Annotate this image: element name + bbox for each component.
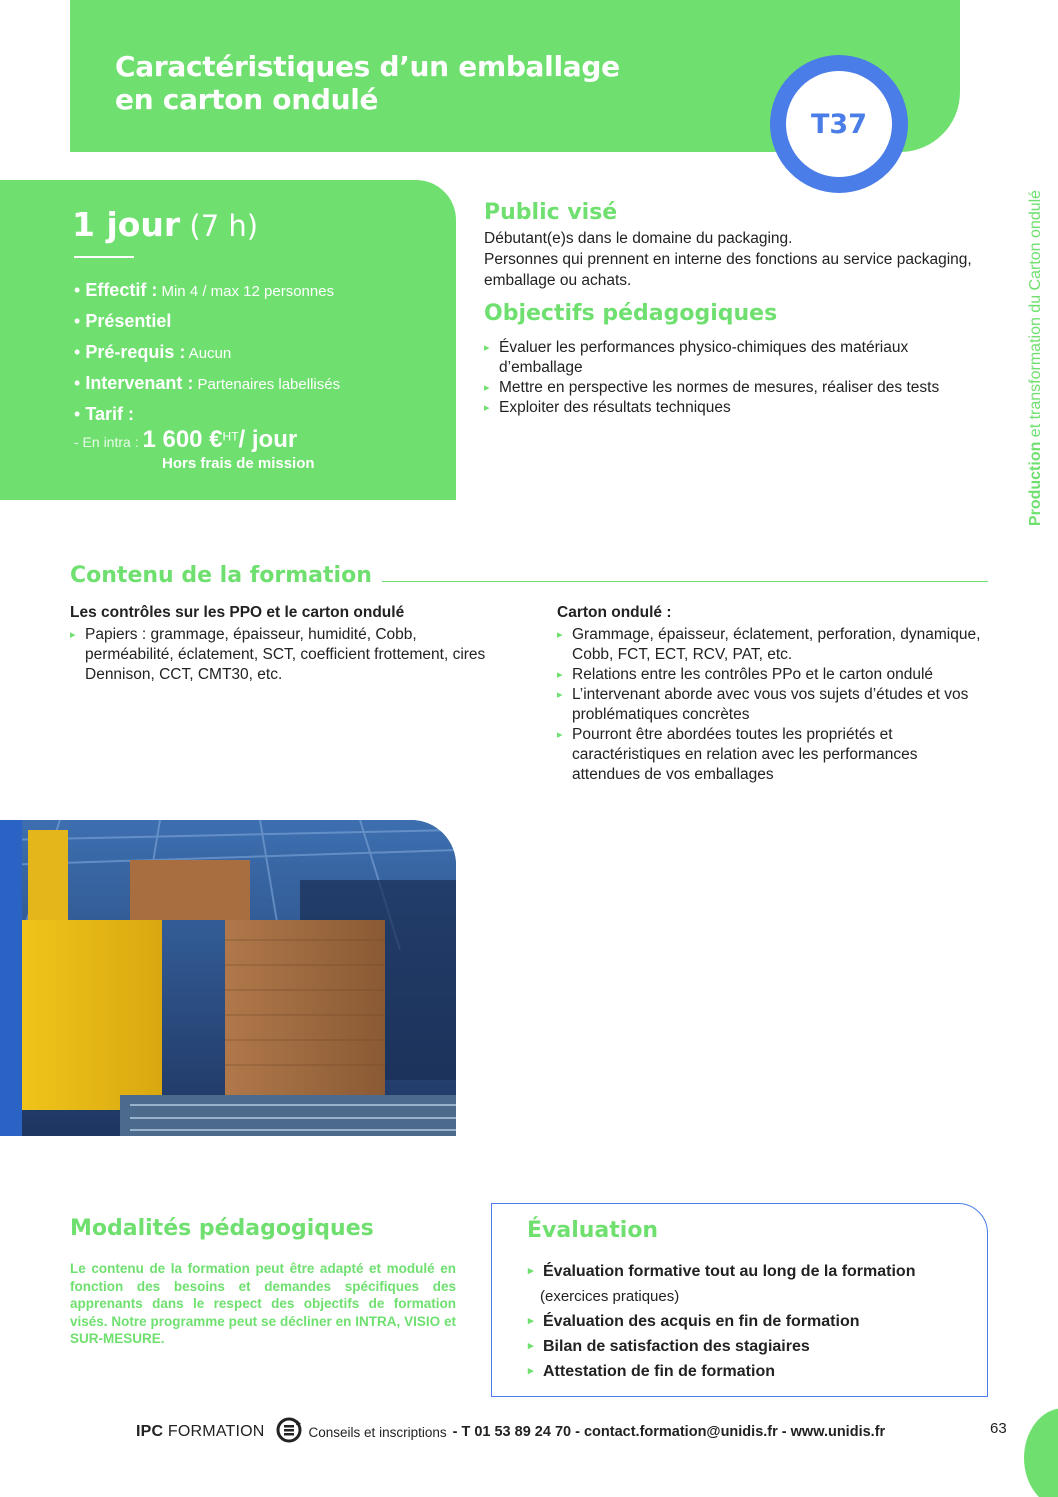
course-code-badge: T37 <box>786 71 892 177</box>
arrow-bullet-icon: ▸ <box>484 382 490 394</box>
arrow-bullet-icon: ▸ <box>557 729 563 741</box>
duration-hours: (7 h) <box>180 209 259 243</box>
brand-rest: FORMATION <box>163 1423 265 1440</box>
info-label: Présentiel <box>85 311 172 331</box>
contenu-text: Relations entre les contrôles PPo et le carton ondulé <box>572 666 934 683</box>
arrow-bullet-icon: ▸ <box>484 402 490 414</box>
list-item <box>557 665 987 685</box>
factory-photo <box>0 820 456 1136</box>
list-item <box>70 625 490 685</box>
list-item <box>484 398 964 418</box>
arrow-bullet-icon: ▸ <box>557 629 563 641</box>
contenu-text: Grammage, épaisseur, éclatement, perforation, dynamique, Cobb, FCT, ECT, RCV, PAT, etc. <box>572 626 981 663</box>
info-label: Tarif : <box>85 404 134 424</box>
objectifs-list <box>484 338 964 418</box>
arrow-bullet-icon: ▸ <box>528 1265 534 1277</box>
contenu-left-title: Les contrôles sur les PPO et le carton ondulé <box>70 604 405 621</box>
contenu-left-list <box>70 625 490 685</box>
evaluation-text: Évaluation des acquis en fin de formation <box>543 1313 860 1330</box>
list-item <box>528 1309 968 1334</box>
info-value: Aucun <box>185 345 232 362</box>
evaluation-text: Bilan de satisfaction des stagiaires <box>543 1338 810 1355</box>
price-ht: HT <box>222 429 239 444</box>
footer-conseils: Conseils et inscriptions <box>308 1424 447 1440</box>
info-list <box>74 278 340 433</box>
arrow-bullet-icon: ▸ <box>70 629 76 641</box>
list-item <box>557 725 987 785</box>
arrow-bullet-icon: ▸ <box>528 1340 534 1352</box>
duration <box>72 205 258 244</box>
contenu-right-title: Carton ondulé : <box>557 604 672 621</box>
title-line-1: Caractéristiques d’un emballage <box>115 50 620 83</box>
public-line-1: Débutant(e)s dans le domaine du packaging. <box>484 230 793 247</box>
info-item: • Intervenant : Partenaires labellisés <box>74 373 341 393</box>
contenu-divider <box>382 581 988 582</box>
footer-brand <box>136 1423 265 1441</box>
list-item <box>484 338 964 378</box>
info-label: Effectif : <box>85 280 158 300</box>
side-category-label <box>1024 152 1048 564</box>
side-label-bold: Production <box>1027 441 1045 527</box>
evaluation-title: Évaluation <box>527 1218 659 1243</box>
list-item <box>557 685 987 725</box>
objectif-text: Exploiter des résultats techniques <box>499 399 731 416</box>
side-label-rest: et transformation du Carton ondulé <box>1027 189 1045 442</box>
list-item <box>528 1334 968 1359</box>
list-item-continuation: (exercices pratiques) <box>540 1288 680 1305</box>
evaluation-list <box>528 1259 968 1384</box>
arrow-bullet-icon: ▸ <box>557 669 563 681</box>
refresh-logo-icon <box>275 1416 303 1449</box>
arrow-bullet-icon: ▸ <box>484 342 490 354</box>
brand-bold: IPC <box>136 1423 164 1440</box>
list-item <box>557 625 987 665</box>
modalites-title: Modalités pédagogiques <box>70 1216 374 1241</box>
evaluation-text: Attestation de fin de formation <box>543 1363 775 1380</box>
title-line-2: en carton ondulé <box>115 83 379 116</box>
footer-contacts[interactable]: - T 01 53 89 24 70 - contact.formation@unidis.fr - www.unidis.fr <box>452 1424 886 1440</box>
duration-divider <box>74 256 134 258</box>
arrow-bullet-icon: ▸ <box>528 1365 534 1377</box>
objectifs-title: Objectifs pédagogiques <box>484 301 778 326</box>
objectif-text: Évaluer les performances physico-chimiques des matériaux d’emballage <box>499 339 909 376</box>
contenu-text: L’intervenant aborde avec vous vos sujets d’études et vos problématiques concrètes <box>572 686 969 723</box>
page-title <box>115 50 715 116</box>
decorative-mask <box>700 1150 880 1203</box>
price-suffix: / jour <box>238 426 298 453</box>
info-item: • Pré-requis : Aucun <box>74 342 232 362</box>
duration-days: 1 jour <box>72 205 181 244</box>
info-item: • Tarif : <box>74 404 134 424</box>
contenu-text: Pourront être abordées toutes les propriétés et caractéristiques en relation avec les performances attendues de vos emballages <box>572 726 918 783</box>
price-value: 1 600 € <box>142 426 223 453</box>
intra-label: - En intra : <box>74 434 143 450</box>
list-item <box>528 1259 968 1284</box>
corner-decoration <box>1024 1408 1058 1497</box>
intra-price <box>74 426 297 454</box>
footer <box>136 1417 885 1447</box>
public-line-2: Personnes qui prennent en interne des fonctions au service packaging, emballage ou achats. <box>484 251 972 289</box>
info-label: Pré-requis : <box>85 342 186 362</box>
public-text <box>484 228 1004 291</box>
contenu-title: Contenu de la formation <box>70 563 372 588</box>
evaluation-text: Évaluation formative tout au long de la formation <box>543 1263 916 1280</box>
info-item: • Effectif : Min 4 / max 12 personnes <box>74 280 335 300</box>
info-item: • Présentiel <box>74 311 172 331</box>
public-title: Public visé <box>484 200 618 225</box>
page-number: 63 <box>990 1420 1007 1437</box>
list-item <box>484 378 964 398</box>
list-item <box>528 1359 968 1384</box>
info-value: Partenaires labellisés <box>193 376 341 393</box>
contenu-text: Papiers : grammage, épaisseur, humidité, Cobb, perméabilité, éclatement, SCT, coefficient frottement, cires Dennison, CCT, CMT30, etc. <box>85 626 486 683</box>
info-label: Intervenant : <box>85 373 194 393</box>
info-value: Min 4 / max 12 personnes <box>157 283 335 300</box>
arrow-bullet-icon: ▸ <box>557 689 563 701</box>
hors-frais: Hors frais de mission <box>162 455 315 472</box>
modalites-text: Le contenu de la formation peut être adapté et modulé en fonction des besoins et demandes spécifiques des apprenants dans le respect des objectifs de formation visés. Notre programme peut se décliner en INTRA, VISIO et SUR-MESURE. <box>70 1261 456 1346</box>
contenu-right-list <box>557 625 987 785</box>
arrow-bullet-icon: ▸ <box>528 1315 534 1327</box>
objectif-text: Mettre en perspective les normes de mesures, réaliser des tests <box>499 379 940 396</box>
